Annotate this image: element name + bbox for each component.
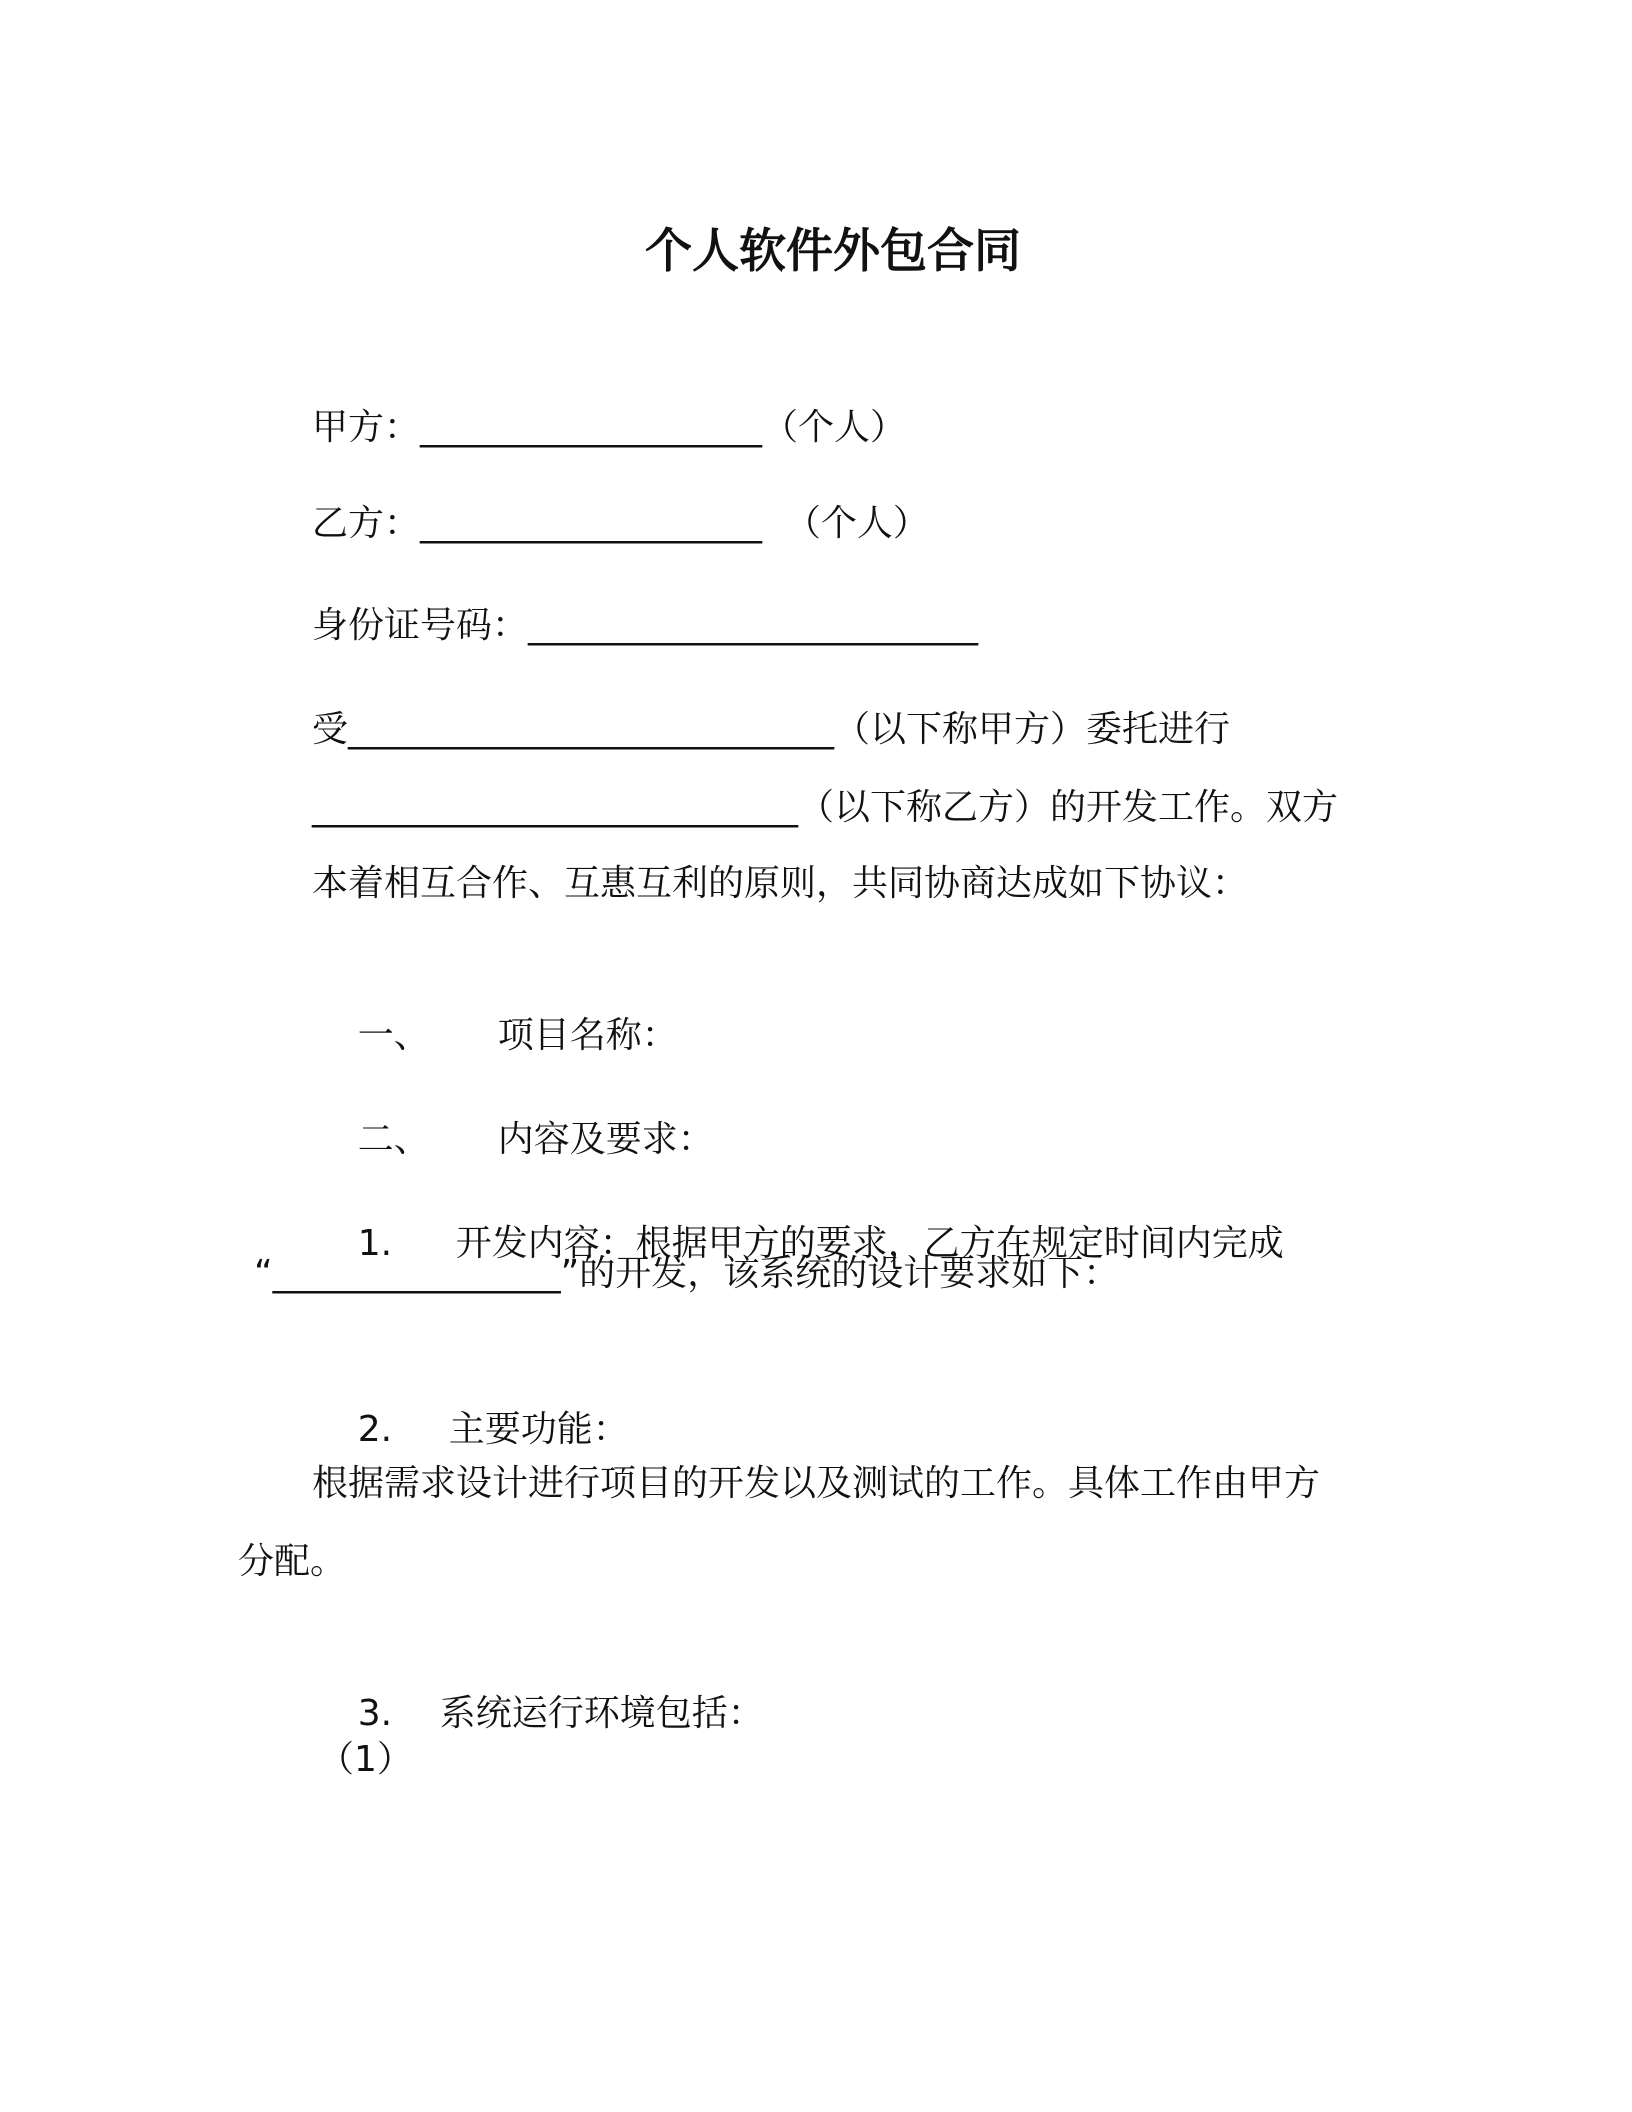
- item-1-text: 开发内容：根据甲方的要求，乙方在规定时间内完成: [455, 1223, 1284, 1264]
- item-3-text: 系统运行环境包括：: [439, 1693, 764, 1734]
- intro-line-3: 本着相互合作、互惠互利的原则，共同协商达成如下协议：: [312, 863, 1249, 904]
- page-title: 个人软件外包合同: [645, 224, 1021, 279]
- section-2-number: 二、: [357, 1119, 430, 1160]
- item-2-number: 2.: [357, 1409, 393, 1450]
- section-1-number: 一、: [357, 1015, 430, 1056]
- intro-line-2: ___________________________（以下称乙方）的开发工作。双方: [312, 787, 1339, 828]
- party-a-line: 甲方：___________________（个人）: [312, 407, 907, 448]
- item-1-number: 1.: [357, 1223, 393, 1264]
- sub-item-1: （1）: [318, 1739, 413, 1780]
- body-paragraph-line-1: 根据需求设计进行项目的开发以及测试的工作。具体工作由甲方: [312, 1463, 1321, 1504]
- item-2-text: 主要功能：: [448, 1409, 629, 1450]
- section-2-label: 内容及要求：: [497, 1119, 714, 1160]
- item-3-number: 3.: [357, 1693, 393, 1734]
- section-1-label: 项目名称：: [497, 1015, 678, 1056]
- id-number-line: 身份证号码：_________________________: [312, 605, 979, 646]
- party-b-line: 乙方：___________________ （个人）: [312, 503, 929, 544]
- body-paragraph-line-2: 分配。: [238, 1541, 347, 1582]
- intro-line-1: 受___________________________（以下称甲方）委托进行: [312, 709, 1231, 750]
- item-1-continuation: “________________”的开发，该系统的设计要求如下：: [254, 1253, 1120, 1294]
